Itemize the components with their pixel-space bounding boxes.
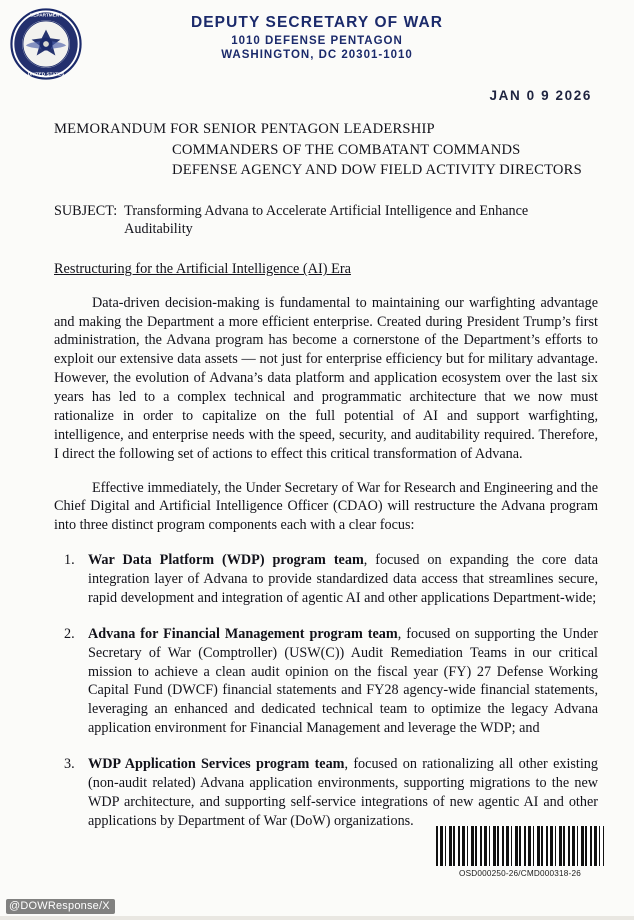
letterhead-address-line: 1010 DEFENSE PENTAGON xyxy=(231,35,403,47)
list-item-text: , focused on expanding the core data integration layer of Advana to provide standardized data access that streamlines secure, rapid development and integration of agentic AI and other applications Department-wide; xyxy=(88,552,598,606)
memo-for-line-3: DEFENSE AGENCY AND DOW FIELD ACTIVITY DIRECTORS xyxy=(172,162,582,179)
subject-block xyxy=(54,202,598,238)
svg-text:UNITED STATES: UNITED STATES xyxy=(27,71,65,77)
barcode-icon xyxy=(436,826,604,866)
barcode-block xyxy=(436,826,604,878)
list-item-text: , focused on rationalizing all other existing (non-audit related) Advana application environments, supporting migrations to the new WDP architecture, and supporting self-service integrations of new agentic AI and other applications by Department of War (DoW) organizations. xyxy=(88,756,598,829)
paragraph-1: Data-driven decision-making is fundamental to maintaining our warfighting advantage and making the Department a more efficient enterprise. Created during President Trump’s first administration, the Advana program has become a cornerstone of the Department’s efforts to exploit our extensive data assets — not just for enterprise efficiency but for military advantage. However, the evolution of Advana’s data platform and application ecosystem over the last six years has led to a complex technical and programmatic architecture that we now must rationalize in order to capitalize on the full potential of AI and support warfighting, intelligence, and enterprise needs with the speed, security, and auditability required. Therefore, I direct the following set of actions to effect this critical transformation of Advana. xyxy=(54,294,598,462)
section-heading: Restructuring for the Artificial Intelligence (AI) Era xyxy=(54,261,351,278)
letterhead xyxy=(0,14,634,61)
date-stamp: JAN 0 9 2026 xyxy=(489,88,592,103)
letterhead-title: DEPUTY SECRETARY OF WAR xyxy=(190,14,444,31)
list-item-lead: WDP Application Services program team xyxy=(88,756,345,773)
memo-for-line-1: MEMORANDUM FOR SENIOR PENTAGON LEADERSHIP xyxy=(54,121,435,137)
barcode-label: OSD000250-26/CMD000318-26 xyxy=(459,869,581,878)
list-item xyxy=(88,625,598,738)
list-item-text: , focused on supporting the Under Secretary of War (Comptroller) (USW(C)) Audit Remediation Teams in our critical mission to achieve a clean audit opinion on the fiscal year (FY) 27 Defense Working Capital Fund (DWCF) financial statements and FY28 agency-wide financial statements, leveraging an enhanced and dedicated technical team to optimize the legacy Advana application environment for Financial Management and leverage the WDP; and xyxy=(88,625,598,737)
list-item xyxy=(88,551,598,608)
memorandum-for-block xyxy=(54,120,598,180)
svg-text:DEPARTMENT: DEPARTMENT xyxy=(29,12,63,18)
source-watermark: @DOWResponse/X xyxy=(6,899,115,914)
memo-for-line-2: COMMANDERS OF THE COMBATANT COMMANDS xyxy=(172,141,521,158)
paragraph-2: Effective immediately, the Under Secretary of War for Research and Engineering and the Chief Digital and Artificial Intelligence Officer (CDAO) will restructure the Advana program into three distinct program components each with a clear focus: xyxy=(54,479,598,534)
list-item-lead: Advana for Financial Management program team xyxy=(88,625,398,642)
list-item xyxy=(88,755,598,831)
directive-list xyxy=(54,551,598,830)
letterhead-city-line: WASHINGTON, DC 20301-1010 xyxy=(221,49,413,61)
page-bottom-edge xyxy=(0,916,634,920)
list-item-lead: War Data Platform (WDP) program team xyxy=(88,552,364,569)
subject-text: Transforming Advana to Accelerate Artificial Intelligence and Enhance Auditability xyxy=(124,203,529,238)
subject-label: SUBJECT: xyxy=(54,203,118,220)
memo-body xyxy=(54,120,598,831)
